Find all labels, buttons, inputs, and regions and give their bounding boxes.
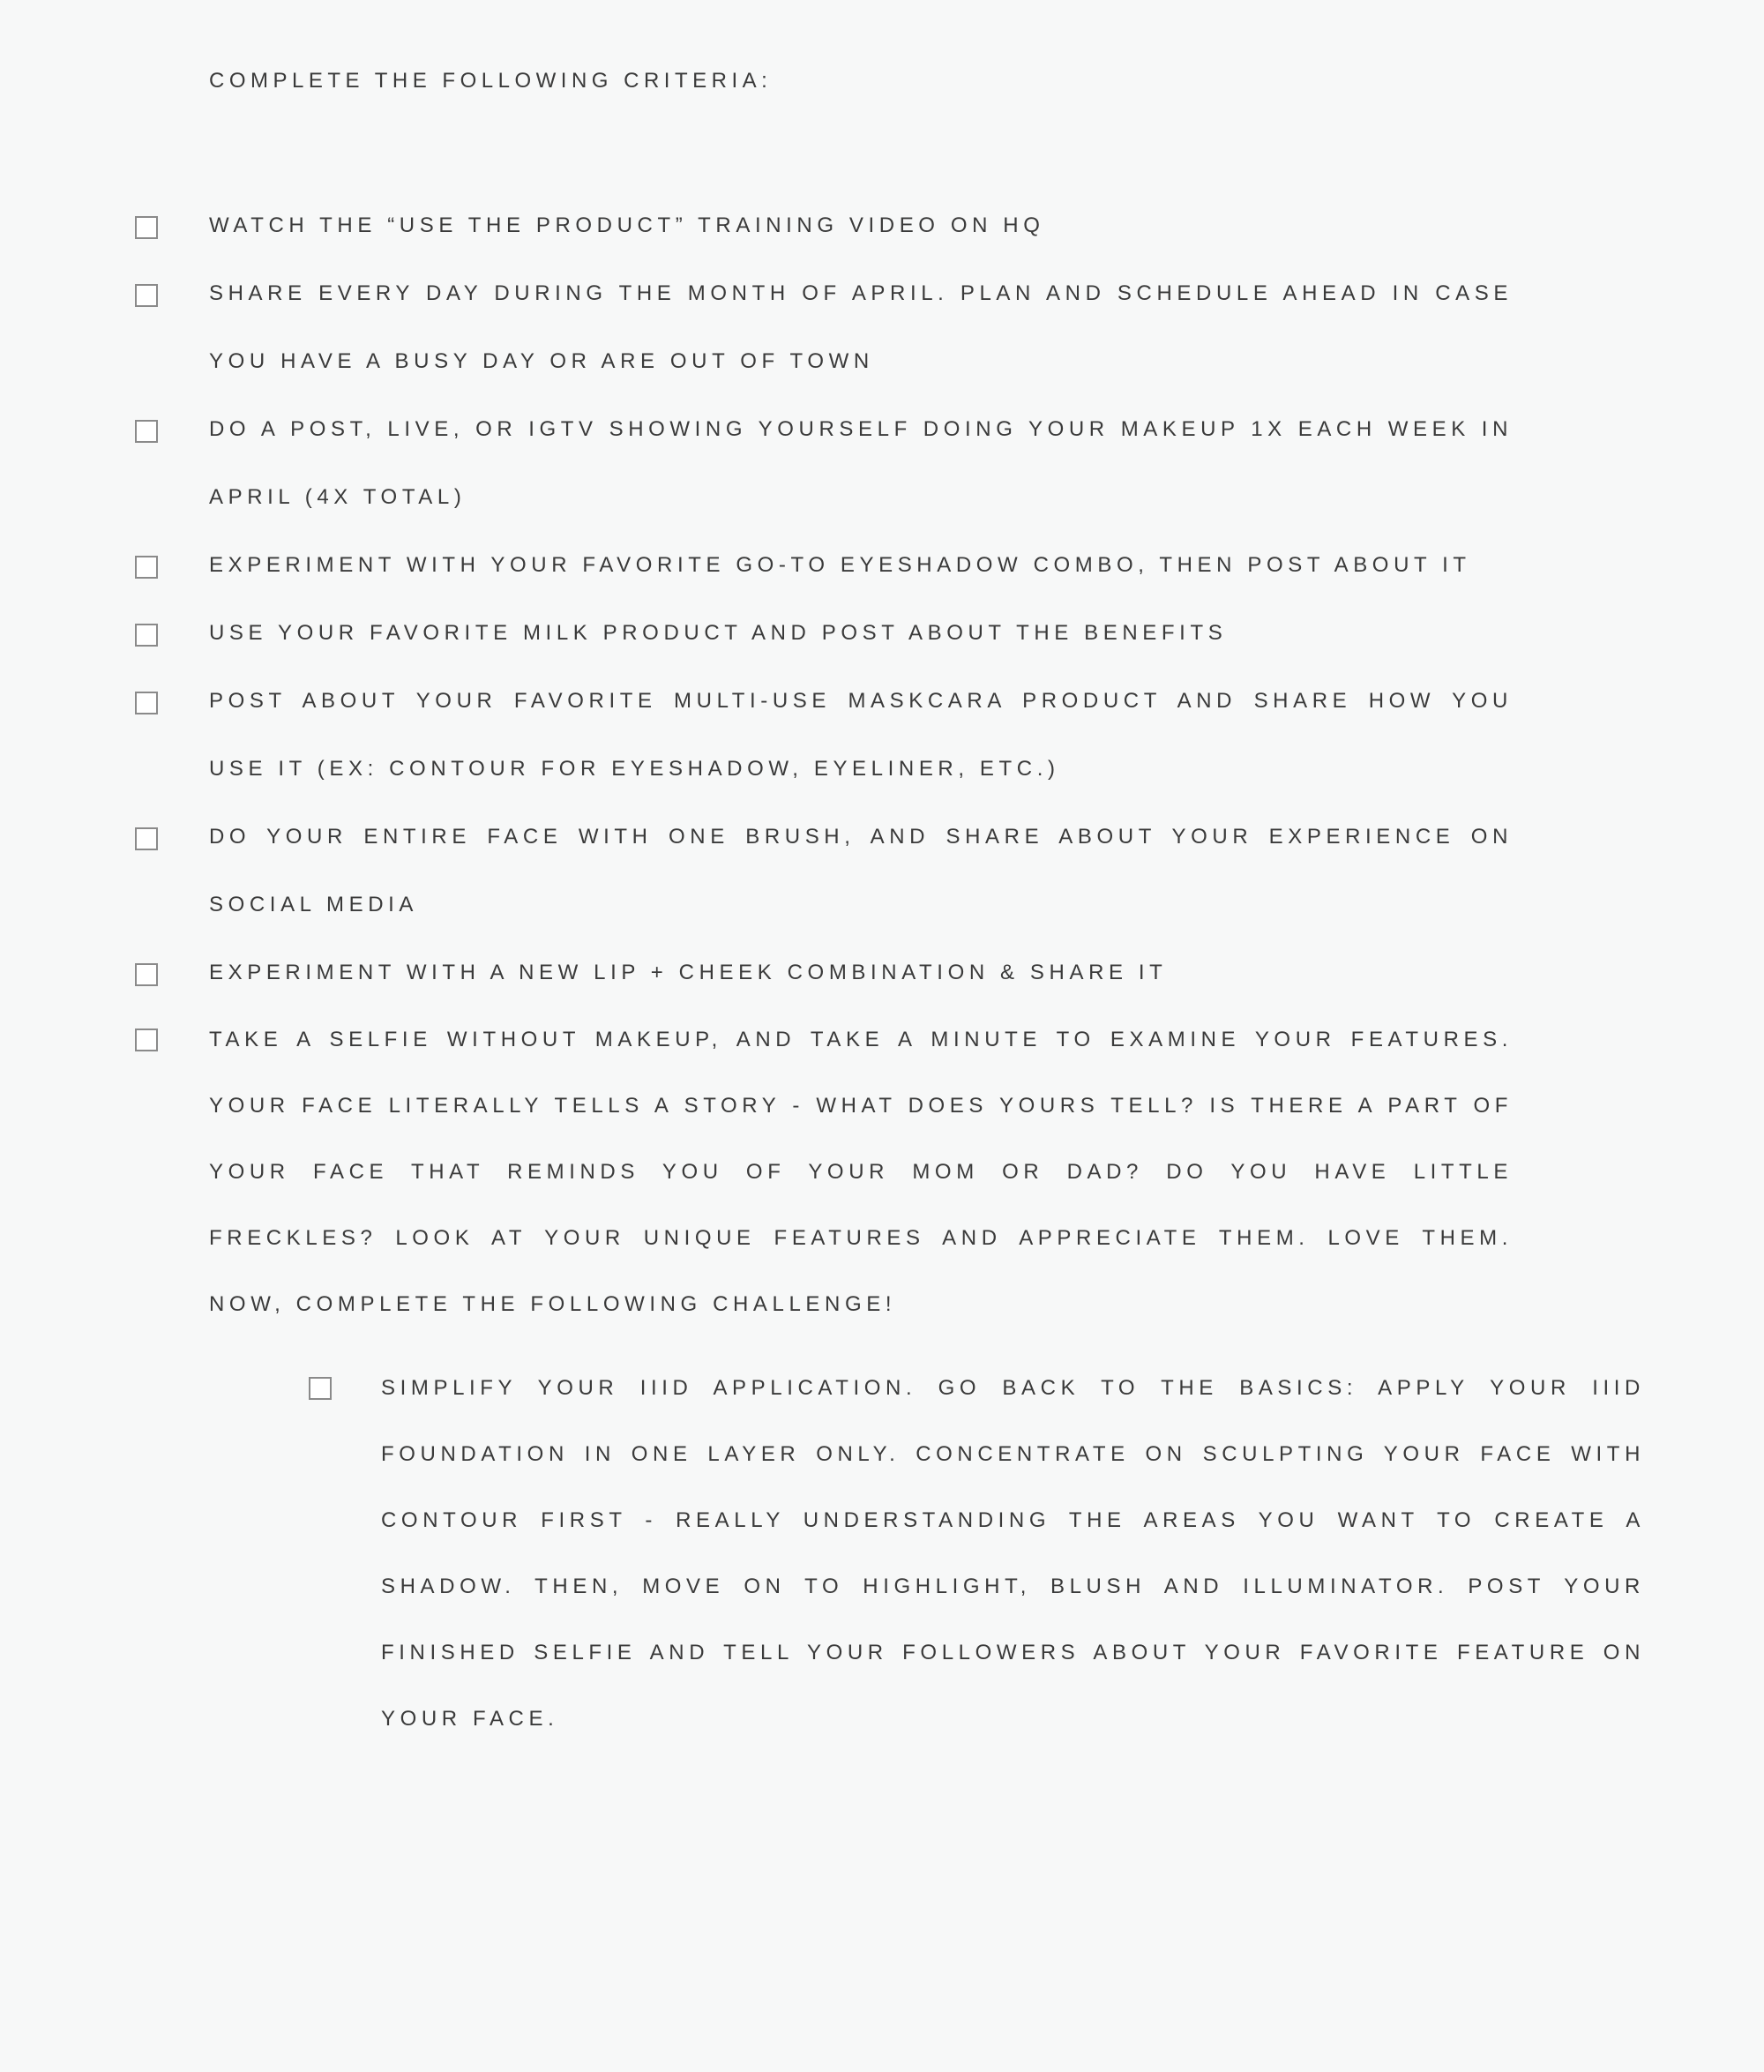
checklist-item	[0, 395, 1513, 531]
checklist-sub-item-text: SIMPLIFY YOUR IIID APPLICATION. GO BACK TO THE BASICS: APPLY YOUR IIID FOUNDATION IN ONE LAYER ONLY. CONCENTRATE ON SCULPTING YOUR FACE WITH CONTOUR FIRST - REALLY UNDERSTANDING THE AREAS YOU WANT TO CREATE A SHADOW. THEN, MOVE ON TO HIGHLIGHT, BLUSH AND ILLUMINATOR. POST YOUR FINISHED SELFIE AND TELL YOUR FOLLOWERS ABOUT YOUR FAVORITE FEATURE ON YOUR FACE.	[381, 1376, 1645, 1731]
checklist-item	[0, 259, 1513, 395]
checkbox[interactable]	[309, 1377, 332, 1400]
checklist-item-text: POST ABOUT YOUR FAVORITE MULTI-USE MASKCARA PRODUCT AND SHARE HOW YOU USE IT (EX: CONTOUR FOR EYESHADOW, EYELINER, ETC.)	[209, 689, 1513, 781]
criteria-heading: COMPLETE THE FOLLOWING CRITERIA:	[209, 69, 773, 93]
checklist-item	[0, 667, 1513, 803]
checkbox[interactable]	[135, 624, 158, 647]
checkbox[interactable]	[135, 420, 158, 443]
criteria-checklist	[0, 191, 1764, 1752]
checkbox[interactable]	[135, 692, 158, 714]
checkbox[interactable]	[135, 1029, 158, 1051]
checkbox[interactable]	[135, 216, 158, 239]
checklist-item	[0, 803, 1513, 939]
checklist-item-text: USE YOUR FAVORITE MILK PRODUCT AND POST ABOUT THE BENEFITS	[209, 621, 1228, 645]
checklist-item-text: EXPERIMENT WITH YOUR FAVORITE GO-TO EYESHADOW COMBO, THEN POST ABOUT IT	[209, 553, 1471, 577]
checklist-item-text: SHARE EVERY DAY DURING THE MONTH OF APRIL. PLAN AND SCHEDULE AHEAD IN CASE YOU HAVE A BUSY DAY OR ARE OUT OF TOWN	[209, 281, 1513, 373]
checkbox[interactable]	[135, 284, 158, 307]
checkbox[interactable]	[135, 827, 158, 850]
checklist-item	[0, 599, 1513, 667]
checklist-item-text: DO A POST, LIVE, OR IGTV SHOWING YOURSELF DOING YOUR MAKEUP 1X EACH WEEK IN APRIL (4X TOTAL)	[209, 417, 1513, 509]
checklist-sub-item	[0, 1355, 1645, 1752]
checklist-item-text: WATCH THE “USE THE PRODUCT” TRAINING VIDEO ON HQ	[209, 213, 1045, 237]
checkbox[interactable]	[135, 963, 158, 986]
checkbox[interactable]	[135, 556, 158, 579]
checklist-item	[0, 939, 1513, 1006]
checklist-item-text: TAKE A SELFIE WITHOUT MAKEUP, AND TAKE A MINUTE TO EXAMINE YOUR FEATURES. YOUR FACE LITERALLY TELLS A STORY - WHAT DOES YOURS TELL? IS THERE A PART OF YOUR FACE THAT REMINDS YOU OF YOUR MOM OR DAD? DO YOU HAVE LITTLE FRECKLES? LOOK AT YOUR UNIQUE FEATURES AND APPRECIATE THEM. LOVE THEM. NOW, COMPLETE THE FOLLOWING CHALLENGE!	[209, 1028, 1513, 1316]
checklist-item	[0, 531, 1513, 599]
checklist-item-text: DO YOUR ENTIRE FACE WITH ONE BRUSH, AND SHARE ABOUT YOUR EXPERIENCE ON SOCIAL MEDIA	[209, 825, 1513, 916]
checklist-item	[0, 1006, 1513, 1337]
checklist-item	[0, 191, 1513, 259]
checklist-item-text: EXPERIMENT WITH A NEW LIP + CHEEK COMBINATION & SHARE IT	[209, 961, 1168, 984]
